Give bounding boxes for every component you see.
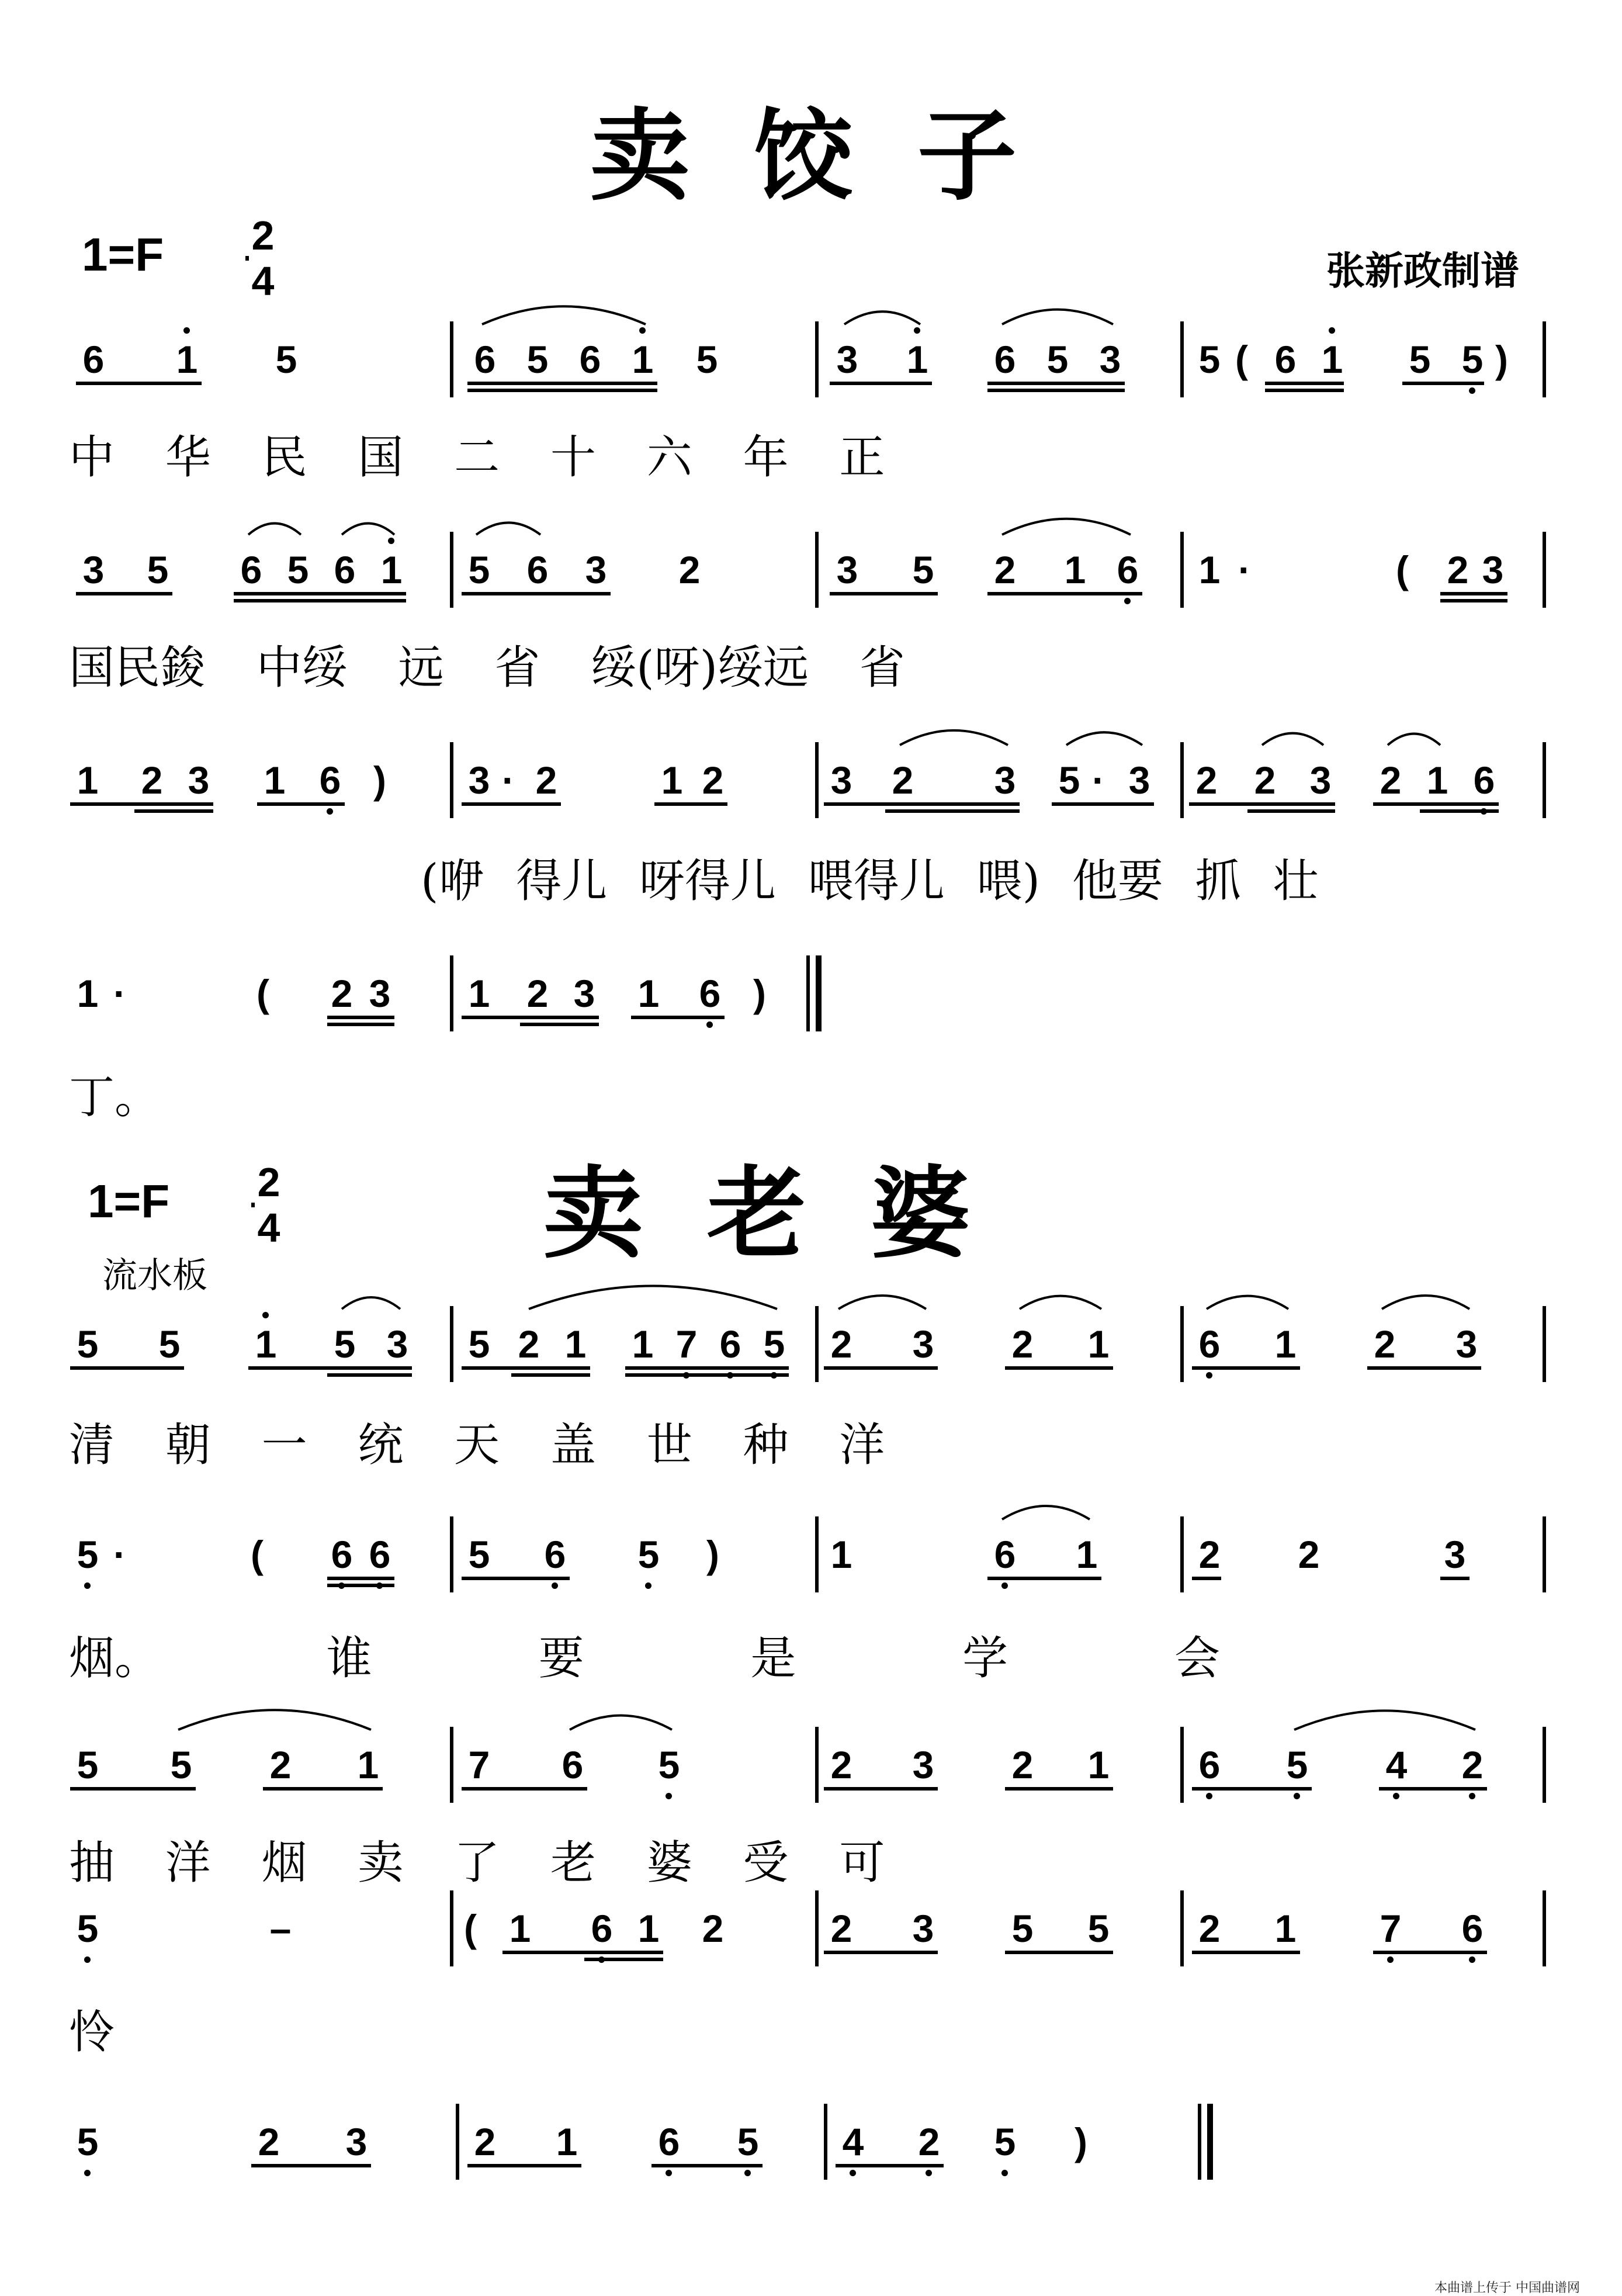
note: 2 <box>1374 1322 1396 1366</box>
note: 1 <box>509 1907 531 1950</box>
note: 2 <box>830 1322 852 1366</box>
note: 1 <box>632 338 654 381</box>
note: – <box>269 1907 292 1950</box>
slur <box>476 522 540 535</box>
note: 3 <box>1099 338 1121 381</box>
note: 2 <box>994 548 1016 591</box>
note: 2 <box>678 548 701 591</box>
slur <box>482 306 646 324</box>
note: 7 <box>468 1743 490 1786</box>
note: 2 <box>474 2120 496 2163</box>
note: 2 <box>526 972 549 1015</box>
note: 3 <box>386 1322 408 1366</box>
arranger-credit: 张新政制谱 <box>1326 248 1519 293</box>
note: 3 <box>830 759 852 802</box>
note: 5 <box>737 2120 759 2163</box>
note: 6 <box>544 1533 566 1576</box>
note: ( <box>1396 548 1409 591</box>
song2-title: 卖老婆 <box>543 1155 1035 1272</box>
note: 6 <box>369 1533 391 1576</box>
note: 1 <box>906 338 928 381</box>
note: 6 <box>82 338 105 381</box>
note: 5 <box>158 1322 181 1366</box>
note: 3 <box>573 972 595 1015</box>
note: 6 <box>526 548 549 591</box>
note: · <box>113 1533 126 1576</box>
note: 1 <box>637 1907 660 1950</box>
note: 3 <box>345 2120 368 2163</box>
note: 2 <box>918 2120 940 2163</box>
slur <box>1262 733 1323 745</box>
note: 2 <box>1198 1907 1221 1950</box>
note: 7 <box>1380 1907 1402 1950</box>
note: 5 <box>77 1533 99 1576</box>
note: 2 <box>830 1907 852 1950</box>
note: 6 <box>1117 548 1139 591</box>
lyric-line: (咿 得儿 呀得儿 喂得儿 喂) 他要 抓 壮 <box>421 855 1319 908</box>
note: 3 <box>912 1322 934 1366</box>
note: 2 <box>1254 759 1276 802</box>
note: 3 <box>1482 548 1504 591</box>
slur <box>1002 1506 1090 1519</box>
note: 3 <box>1309 759 1332 802</box>
note: 2 <box>269 1743 292 1786</box>
note: 6 <box>1198 1743 1221 1786</box>
note: 6 <box>658 2120 680 2163</box>
note: 5 <box>1461 338 1484 381</box>
meter-bottom: 4 <box>251 258 275 304</box>
note: 2 <box>141 759 163 802</box>
note: 5 <box>1286 1743 1308 1786</box>
note: 3 <box>836 548 858 591</box>
note: 3 <box>912 1907 934 1950</box>
note: 5 <box>1058 759 1080 802</box>
slur <box>844 311 920 324</box>
slur <box>900 730 1008 745</box>
note: 5 <box>526 338 549 381</box>
note: 2 <box>702 1907 724 1950</box>
note: 5 <box>658 1743 680 1786</box>
note: 3 <box>912 1743 934 1786</box>
upload-footer: 本曲谱上传于 中国曲谱网 <box>1434 2281 1580 2295</box>
note: 2 <box>1011 1322 1034 1366</box>
note: 4 <box>1385 1743 1408 1786</box>
lyric-line: 抽 洋 烟 卖 了 老 婆 受 可 <box>69 1837 885 1889</box>
note: 3 <box>836 338 858 381</box>
song1-title: 卖饺子 <box>590 98 1082 214</box>
note: 6 <box>1461 1907 1484 1950</box>
note: 5 <box>275 338 297 381</box>
slur <box>1294 1710 1475 1730</box>
note: · <box>113 972 126 1015</box>
note: 3 <box>468 759 490 802</box>
note: 5 <box>77 1322 99 1366</box>
note: 1 <box>1426 759 1448 802</box>
note: ) <box>1495 338 1508 381</box>
note: 3 <box>1444 1533 1466 1576</box>
lyric-line: 国民鋑 中绥 远 省 绥(呀)绥远 省 <box>69 642 905 694</box>
slur <box>1066 732 1142 745</box>
note: 6 <box>719 1322 741 1366</box>
note: 5 <box>763 1322 785 1366</box>
note: 2 <box>331 972 353 1015</box>
note: 5 <box>912 548 934 591</box>
note: 5 <box>77 2120 99 2163</box>
note: 6 <box>319 759 341 802</box>
note: 1 <box>1087 1322 1110 1366</box>
note: 5 <box>696 338 718 381</box>
song2-key: 1=F <box>88 1175 170 1227</box>
note: 1 <box>1321 338 1343 381</box>
note: 6 <box>562 1743 584 1786</box>
note: 1 <box>632 1322 654 1366</box>
note: 6 <box>994 338 1016 381</box>
note: 5 <box>77 1743 99 1786</box>
note: 5 <box>287 548 309 591</box>
note: 1 <box>1064 548 1086 591</box>
note: 6 <box>579 338 601 381</box>
note: 6 <box>591 1907 613 1950</box>
note: ( <box>251 1533 264 1576</box>
note: 6 <box>1198 1322 1221 1366</box>
lyric-line: 丁。 <box>69 1071 161 1124</box>
note: 1 <box>830 1533 852 1576</box>
note: ( <box>464 1907 477 1950</box>
note: 2 <box>1461 1743 1484 1786</box>
note: 5 <box>1011 1907 1034 1950</box>
note: 1 <box>357 1743 379 1786</box>
note: 3 <box>82 548 105 591</box>
note: 1 <box>1087 1743 1110 1786</box>
note: 2 <box>702 759 724 802</box>
note: ) <box>753 972 766 1015</box>
note: 1 <box>77 972 99 1015</box>
note: 1 <box>556 2120 578 2163</box>
note: 5 <box>1198 338 1221 381</box>
slur <box>178 1710 371 1730</box>
note: 2 <box>1195 759 1218 802</box>
note: 1 <box>661 759 683 802</box>
note: 2 <box>892 759 914 802</box>
slur <box>342 1297 400 1309</box>
note: 1 <box>564 1322 587 1366</box>
note: 1 <box>380 548 403 591</box>
slur <box>838 1296 926 1309</box>
note: 5 <box>1087 1907 1110 1950</box>
lyric-line: 中 华 民 国 二 十 六 年 正 <box>69 431 885 484</box>
note: ) <box>373 759 386 802</box>
note: 5 <box>637 1533 660 1576</box>
note: 3 <box>369 972 391 1015</box>
note: ) <box>706 1533 719 1576</box>
note: 3 <box>188 759 210 802</box>
note: 3 <box>1455 1322 1478 1366</box>
note: 6 <box>994 1533 1016 1576</box>
lyric-line: 烟。 谁 要 是 学 会 <box>69 1632 1220 1685</box>
note: 6 <box>474 338 496 381</box>
meter-top: 2 <box>251 213 275 258</box>
slur <box>1388 734 1440 745</box>
note: ) <box>1075 2120 1087 2163</box>
slur <box>1002 519 1131 535</box>
note: 1 <box>1198 548 1221 591</box>
note: 3 <box>585 548 607 591</box>
note: 1 <box>77 759 99 802</box>
tempo-marking: 流水板 <box>102 1255 207 1296</box>
note: 5 <box>147 548 169 591</box>
note: 5 <box>334 1322 356 1366</box>
note: 6 <box>1473 759 1495 802</box>
song1-key: 1=F <box>82 228 164 280</box>
note: 4 <box>842 2120 864 2163</box>
lyric-line: 清 朝 一 统 天 盖 世 种 洋 <box>69 1419 885 1471</box>
note: ( <box>1235 338 1248 381</box>
slur <box>1020 1296 1101 1309</box>
note: · <box>1238 548 1251 591</box>
note: 6 <box>240 548 262 591</box>
note: 5 <box>468 1533 490 1576</box>
note: 1 <box>1274 1907 1297 1950</box>
note: 3 <box>1128 759 1150 802</box>
note: 7 <box>675 1322 698 1366</box>
lyric-line: 怜 <box>69 2006 115 2059</box>
note: 6 <box>699 972 721 1015</box>
note: 1 <box>264 759 286 802</box>
meter-bottom: 4 <box>257 1205 280 1251</box>
note: 5 <box>994 2120 1016 2163</box>
note: 5 <box>77 1907 99 1950</box>
note: 1 <box>176 338 198 381</box>
note: 5 <box>170 1743 192 1786</box>
note: 5 <box>1409 338 1431 381</box>
note: 6 <box>1274 338 1297 381</box>
slur <box>1002 310 1113 324</box>
note: 1 <box>255 1322 277 1366</box>
note: 2 <box>830 1743 852 1786</box>
note: · <box>1092 759 1105 802</box>
note: · <box>502 759 515 802</box>
note: 3 <box>994 759 1016 802</box>
note: 2 <box>535 759 557 802</box>
slur <box>342 524 394 535</box>
note: 2 <box>1298 1533 1320 1576</box>
slur <box>570 1716 672 1730</box>
note: ( <box>257 972 269 1015</box>
note: 2 <box>1011 1743 1034 1786</box>
slur <box>1207 1296 1288 1309</box>
note: 2 <box>1380 759 1402 802</box>
note: 2 <box>518 1322 540 1366</box>
note: 5 <box>468 548 490 591</box>
note: 1 <box>1076 1533 1098 1576</box>
note: 5 <box>1046 338 1069 381</box>
slur <box>248 524 301 535</box>
slur <box>1382 1296 1469 1309</box>
note: 1 <box>1274 1322 1297 1366</box>
note: 2 <box>258 2120 280 2163</box>
slur <box>529 1286 777 1310</box>
note: 2 <box>1447 548 1469 591</box>
note: 5 <box>468 1322 490 1366</box>
note: 6 <box>334 548 356 591</box>
note: 1 <box>637 972 660 1015</box>
note: 2 <box>1198 1533 1221 1576</box>
note: 1 <box>468 972 490 1015</box>
meter-top: 2 <box>257 1159 280 1205</box>
note: 6 <box>331 1533 353 1576</box>
